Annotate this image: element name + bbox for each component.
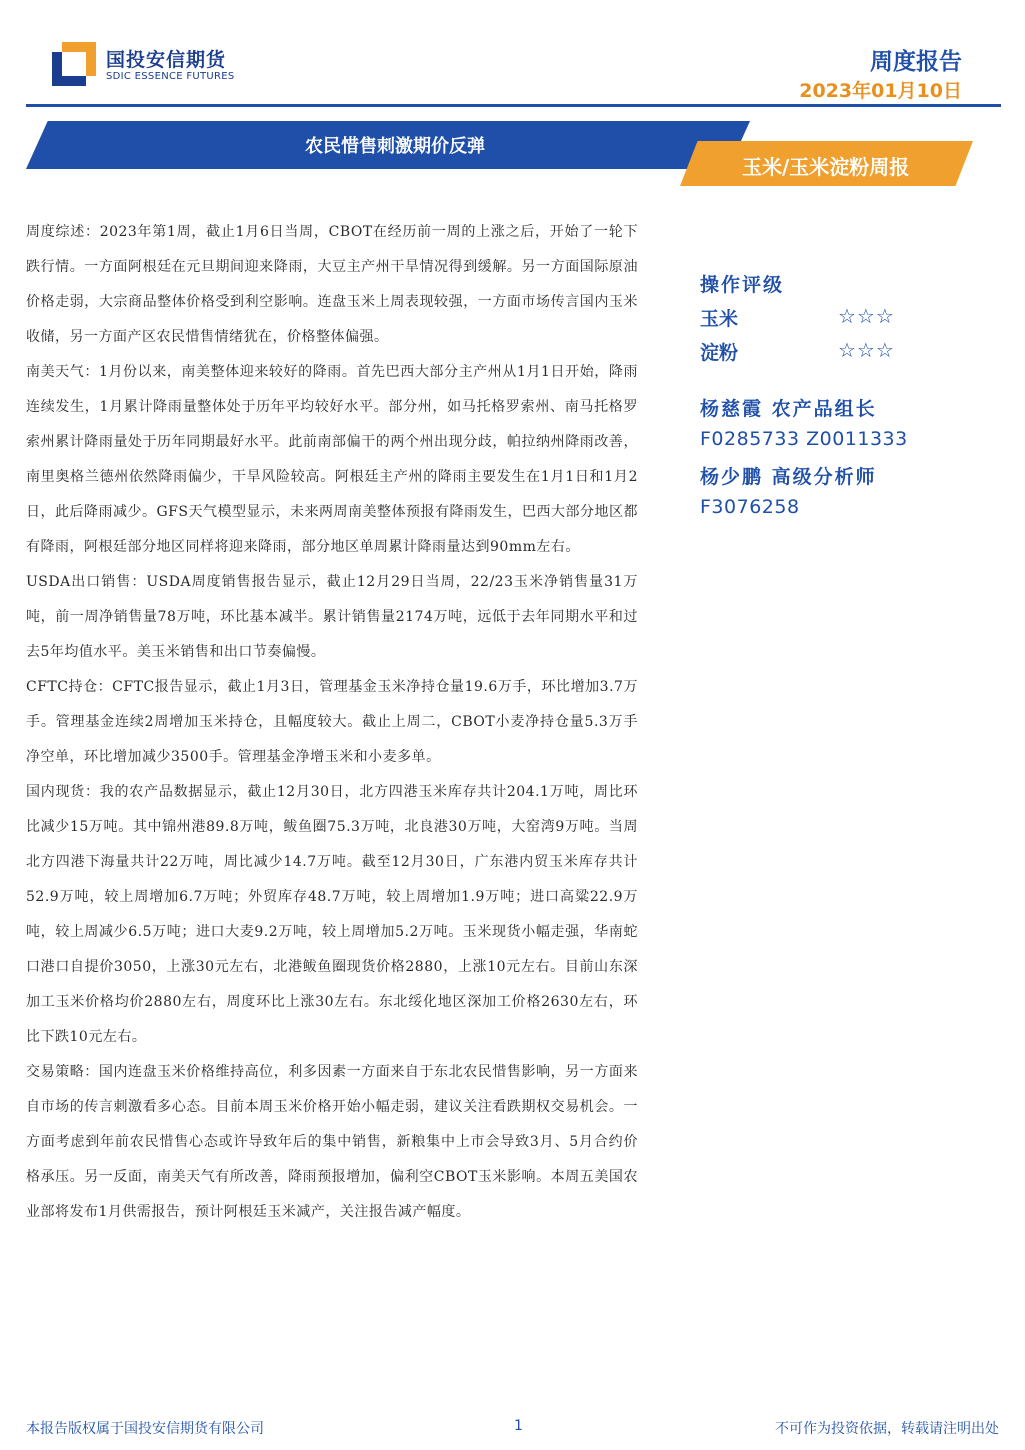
report-title: 农民惜售刺激期价反弹: [305, 136, 485, 157]
rating-row-corn: [700, 304, 1000, 338]
rating-name: 玉米: [700, 308, 739, 330]
logo-mark-icon: [52, 42, 96, 86]
report-date: 2023年01月10日: [799, 80, 962, 102]
rating-title: 操作评级: [700, 274, 785, 296]
company-logo: [52, 42, 252, 92]
analyst-license-id: F3076258: [700, 496, 800, 518]
report-subtitle: 玉米/玉米淀粉周报: [742, 155, 910, 179]
sidebar: [700, 270, 1000, 530]
paragraph-domestic-spot: 国内现货：我的农产品数据显示，截止12月30日，北方四港玉米库存共计204.1万吨，周比环比减少15万吨。其中锦州港89.8万吨，鲅鱼圈75.3万吨，北良港30万吨，大窑湾9万吨。当周北方四港下海量共计22万吨，周比减少14.7万吨。截至12月30日，广东港内贸玉米库存共计52.9万吨，较上周增加6.7万吨；外贸库存48.7万吨，较上周增加1.9万吨；进口高粱22.9万吨，较上周减少6.5万吨；进口大麦9.2万吨，较上周增加5.2万吨。玉米现货小幅走强，华南蛇口港口自提价3050，上涨30元左右，北港鲅鱼圈现货价格2880，上涨10元左右。目前山东深加工玉米价格均价2880左右，周度环比上涨30左右。东北绥化地区深加工价格2630左右，环比下跌10元左右。: [26, 784, 638, 1045]
footer-disclaimer: 不可作为投资依据，转载请注明出处: [775, 1421, 999, 1437]
paragraph-south-america-weather: 南美天气：1月份以来，南美整体迎来较好的降雨。首先巴西大部分主产州从1月1日开始，降雨连续发生，1月累计降雨量整体处于历年平均较好水平。部分州，如马托格罗索州、南马托格罗索州累计降雨量处于历年同期最好水平。此前南部偏干的两个州出现分歧，帕拉纳州降雨改善，南里奥格兰德州依然降雨偏少，干旱风险较高。阿根廷主产州的降雨主要发生在1月1日和1月2日，此后降雨减少。GFS天气模型显示，未来两周南美整体预报有降雨发生，巴西大部分地区都有降雨，阿根廷部分地区同样将迎来降雨，部分地区单周累计降雨量达到90mm左右。: [26, 364, 638, 555]
header-divider: [26, 104, 1001, 107]
footer-copyright: 本报告版权属于国投安信期货有限公司: [26, 1421, 264, 1437]
rating-name: 淀粉: [700, 342, 739, 364]
paragraph-weekly-summary: 周度综述：2023年第1周，截止1月6日当周，CBOT在经历前一周的上涨之后，开始了一轮下跌行情。一方面阿根廷在元旦期间迎来降雨，大豆主产州干旱情况得到缓解。另一方面国际原油价格走弱，大宗商品整体价格受到利空影响。连盘玉米上周表现较强，一方面市场传言国内玉米收储，另一方面产区农民惜售情绪犹在，价格整体偏强。: [26, 224, 638, 345]
rating-row-starch: [700, 338, 1000, 372]
page-footer: [26, 1418, 999, 1440]
paragraph-trading-strategy: 交易策略：国内连盘玉米价格维持高位，利多因素一方面来自于东北农民惜售影响，另一方面来自市场的传言刺激看多心态。目前本周玉米价格开始小幅走弱，建议关注看跌期权交易机会。一方面考虑到年前农民惜售心态或许导致年后的集中销售，新粮集中上市会导致3月、5月合约价格承压。另一反面，南美天气有所改善，降雨预报增加，偏利空CBOT玉米影响。本周五美国农业部将发布1月供需报告，预计阿根廷玉米减产，关注报告减产幅度。: [26, 1064, 638, 1220]
logo-english-name: SDIC ESSENCE FUTURES: [106, 71, 235, 82]
analyst-name: 杨慈霞 农产品组长: [700, 398, 877, 420]
analyst-license-id: F0285733 Z0011333: [700, 428, 908, 450]
paragraph-usda-export-sales: USDA出口销售：USDA周度销售报告显示，截止12月29日当周，22/23玉米净销售量31万吨，前一周净销售量78万吨，环比基本减半。累计销售量2174万吨，远低于去年同期水平和过去5年均值水平。美玉米销售和出口节奏偏慢。: [26, 574, 638, 660]
paragraph-cftc-positions: CFTC持仓：CFTC报告显示，截止1月3日，管理基金玉米净持仓量19.6万手，环比增加3.7万手。管理基金连续2周增加玉米持仓，且幅度较大。截止上周二，CBOT小麦净持仓量5.3万手净空单，环比增加减少3500手。管理基金净增玉米和小麦多单。: [26, 679, 638, 765]
report-body: [26, 215, 638, 1230]
analyst-name: 杨少鹏 高级分析师: [700, 466, 877, 488]
star-rating-icon: ☆☆☆: [838, 304, 895, 328]
logo-chinese-name: 国投安信期货: [106, 49, 227, 71]
page-number: 1: [514, 1418, 523, 1434]
star-rating-icon: ☆☆☆: [838, 338, 895, 362]
report-type: 周度报告: [870, 49, 962, 75]
